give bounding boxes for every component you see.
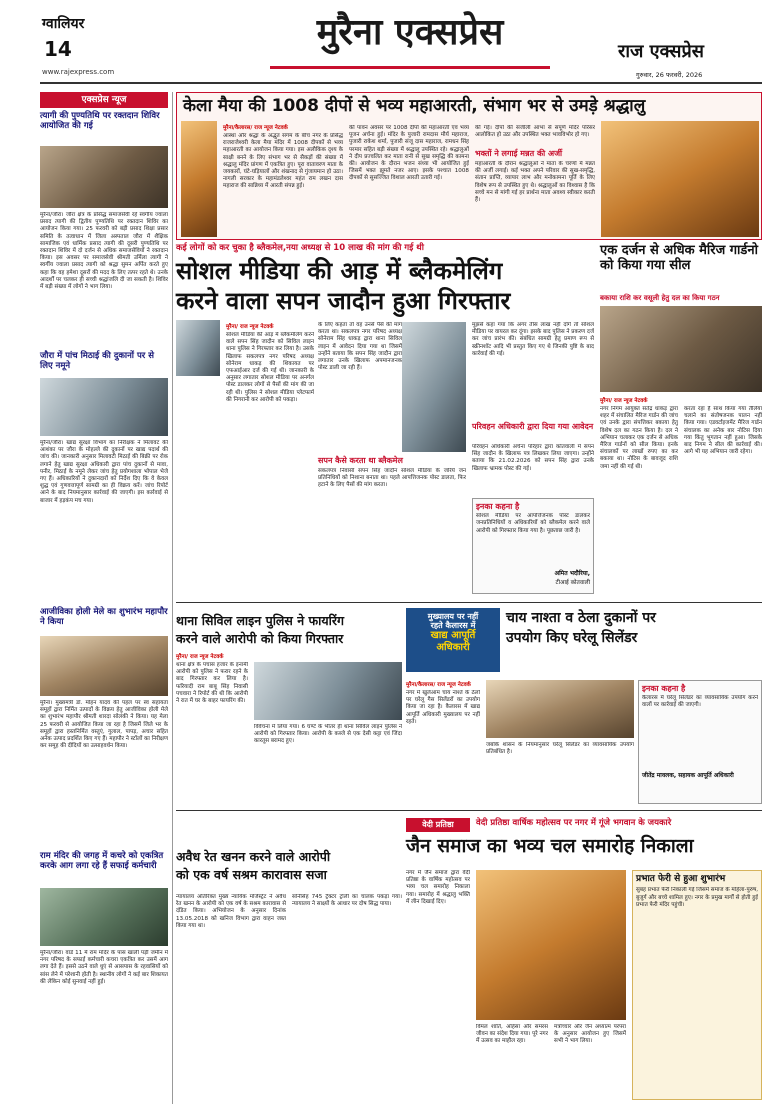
jain-label: वेदी प्रतिष्ठा	[406, 818, 470, 832]
top-subhead: भक्तों ने लगाई मन्नत की अर्जी	[475, 149, 563, 158]
story-headline: राम मंदिर की जगह में कचरे को एकत्रित करके आग लगा रहे हैं सफाई कर्मचारी	[40, 851, 164, 871]
cylinder-photo	[486, 680, 634, 738]
top-body-col2: की पावन अवसर पर 1008 दीपों की महाआरती एवं भव्य पूजन अर्चना हुई। मंदिर के पुजारी रामदास मौर्य महाराज, पुजारी राकेश शर्मा, पुजारी संजू दास महाराज, रामधन सिंह परमार सहित बड़ी संख्या में श्रद्धालु उपस्थित रहे। श्रद्धालुओं ने दीप प्रज्वलित कर माता रानी से सुख समृद्धि की कामना की। आयोजन के दौरान भजन संध्या भी आयोजित हुई जिसमें भक्त झूमते नजर आए। इसके पश्चात 1008 दीपकों से सुसज्जित विशाल आरती उतारी गई।	[349, 125, 469, 182]
section-label: एक्सप्रेस न्यूज	[40, 92, 168, 108]
box-line-4: अधिकारी	[436, 641, 470, 653]
right-headline: एक दर्जन से अधिक मैरिज गार्डनो को किया गया सील	[600, 243, 758, 273]
police-body-col1: थाना क्षेत्र के पचास हजार के इनामी आरोपी को पुलिस ने फरार रहने के बाद गिरफ्तार कर लिया है। फरियादी राम बाबू सिंह निवासी पचवारा ने रिपोर्ट की थी कि आरोपी ने रात में घर के बाहर फायरिंग की।	[176, 662, 248, 705]
right-body-col2: करता रहा है साथ किया गया तैलिया चलाने का संतोषजनक पालन नहीं किया गया। एडवर्टाइजमेंट मैरिज गार्डन संचालक का अनेक बार नोटिस दिया गया किंतु भुगतान नहीं हुआ। जिसके बाद निगम ने सील की कार्रवाई की। आगे भी यह अभियान जारी रहेगा।	[684, 406, 762, 456]
main-headline: सोशल मीडिया की आड़ में ब्लैकमेलिंग	[176, 257, 503, 285]
story-headline: आजीविका होली मेले का शुभारंभ महापौर ने किया	[40, 607, 168, 627]
story-photo	[40, 636, 168, 696]
top-photo	[601, 121, 759, 237]
sand-body-col1: न्यायालय अतिरिक्त मुख्य न्यायिक मजिस्ट्रेट ने अवैध रेत खनन के आरोपी को एक वर्ष के सश्रम कारावास से दंडित किया। अभियोजन के अनुसार दिनांक 13.05.2018 को खनिज विभाग द्वारा वाहन जब्त किया गया था।	[176, 894, 286, 929]
police-story	[176, 606, 402, 806]
police-headline: थाना सिविल लाइन पुलिस ने फायरिंग	[176, 613, 345, 628]
jain-kicker: वेदी प्रतिष्ठा वार्षिक महोत्सव पर नगर में गूंजे भगवान के जयकारे	[476, 818, 672, 828]
quote-name: जीतेंद्र मावलक, सहायक आपूर्ति अधिकारी	[642, 772, 734, 780]
quote-role: टीआई कोतवाली	[555, 580, 590, 587]
story-photo	[40, 378, 168, 436]
main-byline: मुरैना/ राज न्यूज नेटवर्क	[226, 324, 274, 330]
right-photo	[600, 306, 762, 392]
police-headline-2: करने वाले आरोपी को किया गिरफ्तार	[176, 631, 344, 646]
sand-headline: अवैध रेत खनन करने वाले आरोपी	[176, 849, 331, 864]
main-kicker: कई लोगों को कर चुका है ब्लैकमेल,नया अध्यक्ष से 10 लाख की मांग की गई थी	[176, 243, 424, 253]
masthead-city: ग्वालियर	[42, 16, 85, 32]
cylinder-body-col2: जबकि शासन के नियमानुसार घरेलू सिलेंडर का व्यावसायिक उपयोग प्रतिबंधित है।	[486, 742, 634, 756]
jain-sidebar-body: सुबह प्रभात फेरी निकाली गई जिसमें समाज के महिला-पुरुष, बुजुर्ग और बच्चे शामिल हुए। नगर के प्रमुख मार्गों से होती हुई प्रभात फेरी मंदिर पहुंची।	[636, 887, 758, 908]
main-subhead-2-body: परिवहन अधिकारी अर्चना परिहार द्वारा कोतवाली में सपन सिंह जादौन के खिलाफ पत्र लिखकर लिया जाएगा। उन्होंने बताया कि 21.02.2026 को सपन सिंह द्वारा उनके खिलाफ भ्रामक पोस्ट की गई।	[472, 444, 594, 472]
main-body-col3: मुझसे कहा गया कि अगर तीस लाख नहीं दोगे तो सोशल मीडिया पर वायरल कर दूंगा। इसके बाद पुलिस ने प्रकरण दर्ज कर जांच प्रारंभ की। संबंधित सामग्री हेतु प्रमाण रूप से स्क्रीनशॉट आदि भी प्रस्तुत किए गए थे जिनकी पुष्टि के बाद कार्रवाई की गई।	[472, 322, 594, 357]
top-body-col1: आस्था और श्रद्धा के अद्भुत संगम के बीच नगर के प्रसिद्ध राजराजेश्वरी केला मैया मंदिर में 1008 दीपकों से भव्य महाआरती का आयोजन किया गया। इस अलौकिक दृश्य के साक्षी बनने के लिए संभाग भर से सैकड़ों की संख्या में श्रद्धालु मंदिर प्रांगण में एकत्रित हुए। पूरा वातावरण माता के जयकारों, घंटे-घड़ियालों और शंखनाद से गुंजायमान हो उठा। नागली सरकार के महामंडलेश्वर महंत राम लखन दास महाराज की सान्निध्य में आरती संपन्न हुई।	[223, 133, 343, 190]
top-photo-small	[181, 121, 217, 237]
box-line-3: खाद्य आपूर्ति	[430, 630, 476, 642]
sand-story	[176, 814, 402, 1104]
story-body: मुरैना/जौरा। खाद्य सुरक्षा विभाग का निरीक्षक ने मिलावट की आशंका पर जौरा के मोहल्ले की दुकानों पर खाद्य पदार्थ की जांच की। जानकारी अनुसार मिलावटी मिठाई की बिक्री पर रोक लगाने हेतु खाद्य सुरक्षा अधिकारी द्वारा पांच दुकानों से मावा, पनीर, मिठाई के नमूने लेकर जांच हेतु प्रयोगशाला भोपाल भेजे गए हैं। अधिकारियों ने दुकानदारों को निर्देश दिए कि वे केवल शुद्ध एवं गुणवत्तापूर्ण सामग्री का ही विक्रय करें। जांच रिपोर्ट आने के बाद नियमानुसार कार्रवाई की जाएगी। इस कार्रवाई से बाजार में हड़कंप मच गया।	[40, 440, 168, 504]
cylinder-quote-box	[638, 680, 762, 804]
masthead-url[interactable]: www.rajexpress.com	[42, 68, 115, 76]
quote-title: इनका कहना है	[642, 684, 686, 693]
jain-sidebar	[632, 870, 762, 1100]
main-headline-2: करने वाला सपन जादौन हुआ गिरफ्तार	[176, 287, 511, 315]
right-story	[600, 244, 762, 598]
right-byline: मुरैना/ राज न्यूज नेटवर्क	[600, 398, 648, 404]
phone-caption: सपन कैसे करता था ब्लैकमेल	[318, 456, 403, 465]
cylinder-byline: मुरैना/कैलारस/ राज न्यूज नेटवर्क	[406, 682, 471, 688]
jain-body-col2: विमल शांति, अहिंसा और समरस जीवन का संदेश दिया गया। पूरे नगर में उत्सव का माहौल रहा।	[476, 1024, 548, 1045]
sand-headline-2: को एक वर्ष सश्रम कारावास सजा	[176, 867, 327, 882]
police-body-col2: विवेचना में लिया गया। 6 घण्टे के भीतर ही थाना सिविल लाइन पुलिस ने आरोपी को गिरफ्तार किया। आरोपी के कब्जे से एक देसी कट्टा एवं जिंदा कारतूस बरामद हुए।	[254, 724, 402, 745]
right-body-col1: नगर निगम आयुक्त सतेंद्र धाकड़ द्वारा शहर में संचालित मैरिज गार्डन की जांच एवं उनके द्वारा संपत्तिकर बकाया हेतु विशेष दल का गठन किया है। दल ने अभियान चलाकर एक दर्जन से अधिक मैरिज गार्डनों को सील किया। इनके संचालकों पर लाखों रुपए का कर बकाया था। नोटिस के बावजूद राशि जमा नहीं की गई थी।	[600, 406, 678, 470]
main-body-col2: के लिए कहता तो वह उनसे पैसे की मांग करता था। सकलपत्र नगर परिषद अध्यक्ष सोनेराम सिंह धाकड़ द्वारा थाना सिविल लाइन में आवेदन दिया गया था जिसमें उन्होंने बताया कि सपन सिंह जादौन द्वारा लगातार उनके खिलाफ अपमानजनक पोस्ट डाली जा रही हैं।	[318, 322, 402, 372]
police-photo	[254, 662, 402, 720]
story-body: मुरैना/जौरा। वार्ड 11 में राम मंदिर के पास खाली पड़ी जमीन में नगर परिषद के सफाई कर्मचारी कचरा एकत्रित कर उसमें आग लगा देते हैं। इससे उठने वाले धुएं से आसपास के रहवासियों को सांस लेने में परेशानी होती है। स्थानीय लोगों ने कई बार शिकायत की लेकिन कोई सुनवाई नहीं हुई।	[40, 950, 168, 985]
main-mugshot	[176, 320, 220, 376]
section-rule	[176, 810, 762, 811]
cylinder-headline-2: उपयोग किए घरेलू सिलेंडर	[506, 630, 638, 646]
jain-photo	[476, 870, 626, 1020]
masthead-rule	[40, 82, 762, 84]
top-body-col3: की गई। दीपों की सजीली आभा से संपूर्ण मंदिर परिसर आलोकित हो उठा और उपस्थित भक्त भावविभोर हो गए।	[475, 125, 595, 139]
box-line-1: मुख्यालय पर नहीं	[427, 612, 479, 621]
food-officer-box	[406, 608, 500, 672]
masthead	[40, 10, 762, 88]
phone-screenshot	[402, 322, 466, 452]
jain-headline: जैन समाज का भव्य चल समारोह निकाला	[406, 835, 694, 857]
sand-body-col2: सोनेसिंह 745 ट्रैक्टर ट्रॉली का चालक पकड़ा गया। न्यायालय ने साक्ष्यों के आधार पर दोष सिद्ध पाया।	[292, 894, 402, 908]
main-body-col1: सोशल मीडिया की आड़ में ब्लैकमेलिंग करने वाले सपन सिंह जादौन को सिविल लाइन थाना पुलिस ने गिरफ्तार कर लिया है। उसके खिलाफ सकलपत्र नगर परिषद अध्यक्ष सोनेराम धाकड़ की शिकायत पर एफआईआर दर्ज की गई थी। जानकारी के अनुसार लगातार सोशल मीडिया पर अनर्गल पोस्ट डालकर लोगों से पैसों की मांग की जा रही थी। पुलिस ने सोशल मीडिया प्लेटफार्म की निगरानी कर आरोपी को पकड़ा।	[226, 332, 314, 403]
phone-body: सकलपत्र निवासी सपन सिंह जादौन सोशल मीडिया के जरिये जन प्रतिनिधियों को निशाना बनाता था। पहले आपत्तिजनक पोस्ट डालता, फिर हटाने के लिए पैसों की मांग करता।	[318, 468, 466, 489]
story-body: मुरैना। मुख्यमंत्री डॉ. मोहन यादव की पहल पर स्व सहायता समूहों द्वारा निर्मित उत्पादों के विक्रय हेतु आजीविका होली मेले का शुभारंभ महापौर श्रीमती शारदा सोलंकी ने किया। यह मेला 25 फरवरी से आयोजित किया जा रहा है जिसमें जिले भर के समूहों द्वारा हस्तनिर्मित वस्तुएं, गुलाल, पापड़, अचार सहित अनेक उत्पाद प्रदर्शित किए गए हैं। महापौर ने स्टॉलों का निरीक्षण कर समूह की दीदियों का उत्साहवर्धन किया।	[40, 700, 168, 750]
quote-body: कैलारस में घरेलू सिलेंडर का व्यावसायिक उपयोग करने वालों पर कार्रवाई की जाएगी।	[642, 695, 758, 709]
masthead-title-underline	[270, 66, 550, 69]
jain-sidebar-headline: प्रभात फेरी से हुआ शुभारंभ	[636, 874, 726, 884]
masthead-date: गुरुवार, 26 फरवरी, 2026	[636, 71, 703, 79]
jain-body-col1: नगर में जैन समाज द्वारा वेदी प्रतिष्ठा के वार्षिक महोत्सव पर भव्य चल समारोह निकाला गया। समारोह में श्रद्धालु भक्ति में लीन दिखाई दिए।	[406, 870, 470, 905]
top-story	[176, 92, 762, 240]
page-number: 14	[44, 37, 72, 61]
story-headline: त्यागी की पुण्यतिथि पर रक्तदान शिविर आयोजित की गई	[40, 111, 160, 131]
story-body: मुरैना/जौरा। जौरा क्षेत्र के प्रसिद्ध समाजसेवी रहे स्वर्गीय ज्वाला प्रसाद त्यागी की द्वितीय पुण्यतिथि पर रक्तदान शिविर का आयोजन किया गया। 25 फरवरी को बड़ी प्रसाद शिक्षा प्रसार समिति के तत्वाधान में जिला अस्पताल जौरा में शैक्षिक सामाजिक एवं धार्मिक प्रसाद त्यागी की दूसरी पुण्यतिथि पर रक्तदान शिविर में दो दर्जन से अधिक समाजसेवियों ने रक्तदान किया। इस अवसर पर समाजसेवी श्रीमती उर्मिला त्यागी ने स्वर्गीय ज्वाला प्रसाद त्यागी को श्रद्धा सुमन अर्पित करते हुए कहा कि वह हमेशा दूसरों की मदद के लिए तत्पर रहते थे। उनके आदर्शों पर चलकर ही सच्ची श्रद्धांजलि दी जा सकती है। शिविर में बड़ी संख्या में लोगों ने भाग लिया।	[40, 212, 168, 291]
story-photo	[40, 146, 168, 208]
masthead-title: मुरैना एक्सप्रेस	[316, 12, 504, 53]
brand-logo: राज एक्सप्रेस	[618, 41, 704, 62]
quote-title: इनका कहना है	[476, 502, 520, 511]
jain-story	[406, 814, 762, 1104]
column-divider	[172, 92, 173, 1104]
main-subhead-2: परिवहन अधिकारी द्वारा दिया गया आवेदन	[472, 422, 594, 431]
main-story	[176, 244, 594, 598]
cylinder-body-col1: नगर में खुलेआम चाय नाश्ते के ठेलों पर घरेलू गैस सिलेंडरों का उपयोग किया जा रहा है। कैलारस में खाद्य आपूर्ति अधिकारी मुख्यालय पर नहीं रहते।	[406, 690, 480, 725]
top-headline: केला मैया की 1008 दीपों से भव्य महाआरती, संभाग भर से उमड़े श्रद्धालु	[183, 96, 646, 116]
quote-name: अमित भदौरिया,	[554, 570, 590, 578]
cylinder-headline: चाय नाश्ता व ठेला दुकानों पर	[506, 610, 656, 626]
main-quote-box	[472, 498, 594, 594]
police-byline: मुरैना/ राज न्यूज नेटवर्क	[176, 654, 224, 660]
story-photo	[40, 888, 168, 946]
box-line-2: रहते कैलारस में	[430, 621, 476, 631]
quote-body: सोशल मीडिया पर आपत्तिजनक पोस्ट डालकर जनप्रतिनिधियों व अधिकारियों को ब्लैकमेल करने वाले आरोपी को गिरफ्तार किया गया है। पूछताछ जारी है।	[476, 513, 590, 534]
left-column	[40, 92, 168, 1104]
story-headline: जौरा में पांच मिठाई की दुकानों पर से लिए नमूने	[40, 351, 154, 371]
jain-body-col3: मंत्रोच्चार और जैन अध्यात्म परंपरा के अनुसार आयोजन हुए जिसमें सभी ने भाग लिया।	[554, 1024, 626, 1045]
top-byline: मुरैना/कैलारस/ राज न्यूज नेटवर्क	[223, 125, 288, 131]
right-kicker: बकाया राशि कर वसूली हेतु दल का किया गठन	[600, 294, 720, 302]
section-rule	[176, 602, 762, 603]
top-body-col3b: महाआरती के दौरान श्रद्धालुओं ने माता के चरणों में मन्नत की अर्जी लगाई। कई भक्त अपने परिवार की सुख-समृद्धि, संतान प्राप्ति, व्यापार लाभ और मनोकामना पूर्ति के लिए विशेष रूप से उपस्थित हुए थे। श्रद्धालुओं का विश्वास है कि सच्चे मन से मांगी गई हर प्रार्थना माता अवश्य स्वीकार करती हैं।	[475, 161, 595, 204]
